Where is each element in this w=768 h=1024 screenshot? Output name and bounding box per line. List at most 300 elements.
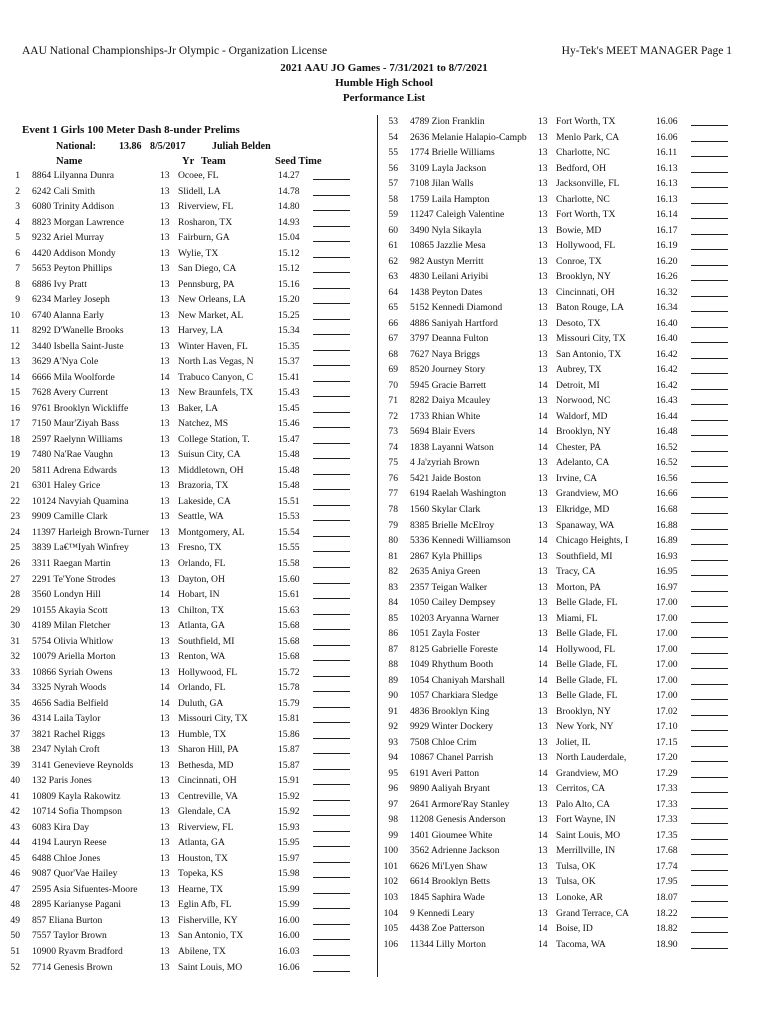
athlete: 10079 Ariella Morton [32, 651, 116, 663]
seed-time: 17.15 [656, 736, 678, 748]
year: 13 [538, 178, 548, 190]
team: Chilton, TX [178, 604, 225, 616]
athlete: 4830 Leilani Ariyibi [410, 271, 489, 283]
athlete: 4 Ja'zyriah Brown [410, 457, 480, 469]
seed-time: 15.20 [278, 294, 300, 306]
performance-row [378, 255, 738, 268]
seed-time: 16.95 [656, 566, 678, 578]
rank: 96 [388, 783, 398, 795]
year: 13 [160, 790, 170, 802]
final-time-blank [691, 591, 728, 592]
final-time-blank [691, 885, 728, 886]
year: 13 [538, 348, 548, 360]
year: 13 [538, 286, 548, 298]
team: Lonoke, AR [556, 892, 603, 903]
team: Glendale, CA [178, 806, 231, 818]
final-time-blank [691, 560, 728, 561]
year: 13 [160, 309, 170, 321]
year: 13 [160, 278, 170, 290]
seed-time: 16.34 [656, 302, 678, 314]
performance-row [378, 379, 738, 392]
final-time-blank [691, 529, 728, 530]
rank: 71 [388, 395, 398, 407]
team: Fresno, TX [178, 542, 222, 554]
final-time-blank [691, 715, 728, 716]
seed-time: 15.68 [278, 635, 300, 647]
team: North Lauderdale, [556, 752, 627, 764]
athlete: 3440 Isbella Saint-Juste [32, 340, 124, 352]
team: Desoto, TX [556, 317, 601, 329]
rank: 34 [10, 682, 20, 694]
final-time-blank [691, 435, 728, 436]
athlete: 6886 Ivy Pratt [32, 278, 87, 290]
performance-row [378, 751, 738, 764]
rank: 85 [388, 612, 398, 624]
team: New York, NY [556, 721, 614, 733]
final-time-blank [691, 932, 728, 933]
athlete: 982 Austyn Merritt [410, 255, 484, 267]
team: Grand Terrace, CA [556, 907, 629, 919]
year: 13 [538, 147, 548, 159]
team: San Antonio, TX [556, 348, 622, 360]
performance-row [378, 596, 738, 609]
year: 13 [160, 728, 170, 740]
team: Southfield, MI [178, 635, 235, 647]
team: Baker, LA [178, 402, 219, 414]
seed-time: 16.19 [656, 240, 678, 252]
athlete: 1845 Saphira Wade [410, 892, 485, 903]
team: Menlo Park, CA [556, 131, 620, 143]
seed-time: 16.48 [656, 426, 678, 438]
team: Aubrey, TX [556, 364, 602, 376]
rank: 45 [10, 852, 20, 864]
athlete: 5336 Kennedi Williamson [410, 535, 511, 547]
year: 13 [538, 519, 548, 531]
rank: 22 [10, 495, 20, 507]
rank: 44 [10, 837, 20, 849]
team: Brooklyn, NY [556, 705, 611, 717]
athlete: 4194 Lauryn Reese [32, 837, 107, 849]
athlete: 2895 Karianyse Pagani [32, 899, 121, 911]
year: 13 [160, 852, 170, 864]
seed-time: 16.17 [656, 224, 678, 236]
year: 13 [538, 302, 548, 314]
meet-title: 2021 AAU JO Games - 7/31/2021 to 8/7/2021 [280, 62, 488, 74]
rank: 35 [10, 697, 20, 709]
seed-time: 17.00 [656, 643, 678, 655]
rank: 42 [10, 806, 20, 818]
rank: 46 [10, 868, 20, 880]
team: Fisherville, KY [178, 914, 238, 926]
team: Grandview, MO [556, 488, 619, 500]
performance-row [378, 425, 738, 438]
athlete: 9087 Quor'Vae Hailey [32, 868, 118, 880]
year: 13 [538, 317, 548, 329]
year: 13 [160, 526, 170, 538]
seed-time: 16.40 [656, 333, 678, 345]
performance-row [378, 348, 738, 361]
athlete: 4314 Laila Taylor [32, 713, 101, 725]
athlete: 7714 Genesis Brown [32, 961, 113, 973]
team: North Las Vegas, N [178, 356, 254, 368]
year: 13 [538, 550, 548, 562]
final-time-blank [691, 699, 728, 700]
rank: 89 [388, 674, 398, 686]
seed-time: 16.52 [656, 457, 678, 469]
team: Detroit, MI [556, 379, 600, 391]
rank: 84 [388, 597, 398, 609]
seed-time: 16.40 [656, 317, 678, 329]
team: Irvine, CA [556, 472, 598, 484]
athlete: 8385 Brielle McElroy [410, 519, 495, 531]
final-time-blank [691, 668, 728, 669]
athlete: 9929 Winter Dockery [410, 721, 494, 733]
performance-row [378, 938, 738, 951]
athlete: 1049 Rhythum Booth [410, 659, 494, 671]
rank: 5 [15, 232, 20, 244]
year: 14 [160, 589, 170, 601]
year: 14 [538, 379, 548, 391]
athlete: 6614 Brooklyn Betts [410, 876, 490, 888]
performance-row [378, 332, 738, 345]
seed-time: 15.86 [278, 728, 300, 740]
year: 13 [160, 666, 170, 678]
performance-row [378, 798, 738, 811]
final-time-blank [691, 373, 728, 374]
rank: 83 [388, 581, 398, 593]
performance-row [378, 239, 738, 252]
rank: 100 [383, 845, 398, 857]
athlete: 3821 Rachel Riggs [32, 728, 106, 740]
report-org-title: AAU National Championships-Jr Olympic - Organization License [22, 45, 328, 57]
performance-row [378, 487, 738, 500]
team: Southfield, MI [556, 550, 613, 562]
team: Fort Worth, TX [556, 116, 616, 127]
seed-time: 16.13 [656, 178, 678, 190]
seed-time: 17.74 [656, 860, 678, 872]
performance-row [378, 534, 738, 547]
rank: 76 [388, 472, 398, 484]
year: 13 [538, 116, 548, 127]
final-time-blank [691, 249, 728, 250]
year: 13 [538, 783, 548, 795]
team: Tracy, CA [556, 566, 596, 578]
performance-row [378, 875, 738, 888]
athlete: 1050 Cailey Dempsey [410, 597, 496, 609]
year: 13 [160, 294, 170, 306]
rank: 79 [388, 519, 398, 531]
final-time-blank [691, 234, 728, 235]
team: Hobart, IN [178, 589, 220, 601]
athlete: 6242 Cali Smith [32, 185, 95, 197]
athlete: 4438 Zoe Patterson [410, 923, 485, 935]
year: 13 [538, 892, 548, 903]
team: Brooklyn, NY [556, 426, 611, 438]
final-time-blank [691, 792, 728, 793]
athlete: 3797 Deanna Fulton [410, 333, 489, 345]
seed-time: 17.00 [656, 674, 678, 686]
seed-time: 15.55 [278, 542, 300, 554]
year: 13 [160, 387, 170, 399]
year: 13 [538, 597, 548, 609]
team: Tulsa, OK [556, 876, 596, 888]
rank: 26 [10, 558, 20, 569]
rank: 3 [15, 201, 20, 213]
year: 13 [160, 201, 170, 213]
team: College Station, T. [178, 433, 250, 445]
rank: 41 [10, 790, 20, 802]
rank: 1 [15, 170, 20, 181]
seed-time: 16.03 [278, 946, 300, 957]
year: 14 [538, 535, 548, 547]
seed-time: 15.92 [278, 790, 300, 802]
rank: 105 [383, 923, 398, 935]
seed-time: 17.00 [656, 690, 678, 702]
rank: 50 [10, 930, 20, 942]
athlete: 9 Kennedi Leary [410, 907, 475, 919]
seed-time: 16.14 [656, 209, 678, 221]
final-time-blank [691, 389, 728, 390]
rank: 12 [10, 340, 20, 352]
seed-time: 15.58 [278, 558, 300, 569]
year: 13 [538, 581, 548, 593]
final-time-blank [691, 125, 728, 126]
seed-time: 15.48 [278, 480, 300, 492]
year: 13 [538, 488, 548, 500]
team: Hollywood, FL [556, 643, 616, 655]
rank: 55 [388, 147, 398, 159]
year: 13 [160, 511, 170, 523]
rank: 18 [10, 433, 20, 445]
team: Brooklyn, NY [556, 271, 611, 283]
seed-time: 15.53 [278, 511, 300, 523]
athlete: 6301 Haley Grice [32, 480, 101, 492]
final-time-blank [691, 622, 728, 623]
performance-row [378, 394, 738, 407]
year: 13 [160, 868, 170, 880]
year: 13 [538, 566, 548, 578]
team: Belle Glade, FL [556, 597, 618, 609]
performance-row [378, 767, 738, 780]
year: 14 [160, 371, 170, 383]
seed-time: 17.00 [656, 628, 678, 640]
rank: 23 [10, 511, 20, 523]
rank: 67 [388, 333, 398, 345]
team: Dayton, OH [178, 573, 225, 585]
seed-time: 16.42 [656, 379, 678, 391]
seed-time: 16.88 [656, 519, 678, 531]
final-time-blank [691, 948, 728, 949]
team: Saint Louis, MO [178, 961, 243, 973]
seed-time: 17.00 [656, 659, 678, 671]
year: 13 [538, 472, 548, 484]
athlete: 6488 Chloe Jones [32, 852, 101, 864]
performance-row [378, 208, 738, 221]
rank: 98 [388, 814, 398, 826]
athlete: 6080 Trinity Addison [32, 201, 115, 213]
seed-time: 15.72 [278, 666, 300, 678]
year: 13 [160, 356, 170, 368]
rank: 97 [388, 798, 398, 810]
athlete: 2597 Raelynn Williams [32, 433, 123, 445]
team: Sharon Hill, PA [178, 744, 239, 756]
performance-row [378, 891, 738, 904]
rank: 56 [388, 162, 398, 174]
athlete: 5694 Blair Evers [410, 426, 476, 438]
year: 13 [538, 224, 548, 236]
rank: 59 [388, 209, 398, 221]
year: 14 [160, 682, 170, 694]
team: San Antonio, TX [178, 930, 244, 942]
team: Bethesda, MD [178, 759, 234, 771]
year: 13 [538, 333, 548, 345]
col-header-seed: Seed Time [275, 156, 322, 167]
athlete: 1733 Rhian White [410, 410, 481, 422]
performance-row [378, 519, 738, 532]
athlete: 6191 Averi Patton [410, 767, 480, 779]
athlete: 2595 Asia Sifuentes-Moore [32, 883, 138, 895]
year: 13 [160, 170, 170, 181]
seed-time: 15.98 [278, 868, 300, 880]
team: Houston, TX [178, 852, 228, 864]
rank: 72 [388, 410, 398, 422]
year: 14 [538, 410, 548, 422]
report-type-title: Performance List [342, 92, 426, 104]
performance-row [378, 193, 738, 206]
team: Topeka, KS [178, 868, 224, 880]
final-time-blank [691, 606, 728, 607]
year: 13 [160, 402, 170, 414]
year: 13 [160, 185, 170, 197]
rank: 38 [10, 744, 20, 756]
performance-row [378, 565, 738, 578]
athlete: 7108 Jilan Walls [410, 178, 474, 190]
performance-row [378, 472, 738, 485]
team: Fort Worth, TX [556, 209, 616, 221]
seed-time: 15.51 [278, 495, 300, 507]
team: Spanaway, WA [556, 519, 615, 531]
year: 13 [160, 495, 170, 507]
seed-time: 17.02 [656, 705, 678, 717]
team: Riverview, FL [178, 821, 234, 833]
final-time-blank [691, 420, 728, 421]
final-time-blank [691, 917, 728, 918]
athlete: 8520 Journey Story [410, 364, 486, 376]
seed-time: 16.00 [278, 930, 300, 942]
year: 13 [160, 449, 170, 461]
rank: 94 [388, 752, 398, 764]
record-label: National: [56, 141, 96, 152]
performance-row [378, 146, 738, 159]
seed-time: 15.12 [278, 263, 300, 275]
athlete: 10865 Jazzlie Mesa [410, 240, 486, 252]
year: 13 [160, 930, 170, 942]
final-time-blank [691, 466, 728, 467]
rank: 20 [10, 464, 20, 476]
rank: 6 [15, 247, 20, 259]
year: 14 [538, 938, 548, 950]
rank: 9 [15, 294, 20, 306]
team: Orlando, FL [178, 682, 226, 694]
year: 13 [538, 907, 548, 919]
year: 14 [538, 674, 548, 686]
athlete: 1051 Zayla Foster [410, 628, 480, 640]
seed-time: 16.11 [656, 147, 678, 159]
performance-row [378, 627, 738, 640]
performance-row [378, 612, 738, 625]
seed-time: 16.43 [656, 395, 678, 407]
athlete: 7480 Na'Rae Vaughn [32, 449, 113, 461]
team: Chicago Heights, I [556, 535, 629, 547]
athlete: 6740 Alanna Early [32, 309, 104, 321]
rank: 58 [388, 193, 398, 205]
final-time-blank [691, 854, 728, 855]
rank: 15 [10, 387, 20, 399]
team: Bowie, MD [556, 224, 602, 236]
team: Cincinnati, OH [178, 775, 237, 787]
performance-row [378, 301, 738, 314]
final-time-blank [691, 808, 728, 809]
performance-row [378, 456, 738, 469]
performance-row [378, 503, 738, 516]
final-time-blank [691, 730, 728, 731]
rank: 47 [10, 883, 20, 895]
year: 13 [160, 883, 170, 895]
year: 13 [160, 821, 170, 833]
athlete: 6194 Raelah Washington [410, 488, 507, 500]
year: 13 [160, 635, 170, 647]
team: Bedford, OH [556, 162, 607, 174]
seed-time: 16.44 [656, 410, 678, 422]
rank: 11 [10, 325, 20, 337]
year: 13 [160, 713, 170, 725]
athlete: 11344 Lilly Morton [410, 938, 486, 950]
team: Elkridge, MD [556, 504, 610, 515]
year: 13 [538, 860, 548, 872]
year: 13 [160, 247, 170, 259]
team: Humble, TX [178, 728, 227, 740]
rank: 77 [388, 488, 398, 500]
final-time-blank [691, 746, 728, 747]
rank: 93 [388, 736, 398, 748]
team: Hollywood, FL [178, 666, 238, 678]
final-time-blank [691, 187, 728, 188]
record-date: 8/5/2017 [150, 141, 186, 152]
team: Missouri City, TX [556, 333, 626, 345]
athlete: 10900 Ryavm Bradford [32, 946, 123, 957]
year: 13 [160, 418, 170, 430]
year: 13 [160, 620, 170, 632]
rank: 16 [10, 402, 20, 414]
team: Riverview, FL [178, 201, 234, 213]
athlete: 2641 Armore'Ray Stanley [410, 798, 510, 810]
seed-time: 15.63 [278, 604, 300, 616]
seed-time: 17.33 [656, 814, 678, 826]
athlete: 10867 Chanel Parrish [410, 752, 494, 764]
rank: 106 [383, 938, 398, 950]
performance-row [378, 720, 738, 733]
year: 13 [538, 504, 548, 515]
rank: 104 [383, 907, 398, 919]
performance-row [378, 674, 738, 687]
rank: 13 [10, 356, 20, 368]
team: Baton Rouge, LA [556, 302, 624, 314]
athlete: 2636 Melanie Halapio-Campb [410, 131, 527, 143]
seed-time: 16.93 [656, 550, 678, 562]
seed-time: 16.32 [656, 286, 678, 298]
seed-time: 14.93 [278, 216, 300, 228]
rank: 49 [10, 914, 20, 926]
